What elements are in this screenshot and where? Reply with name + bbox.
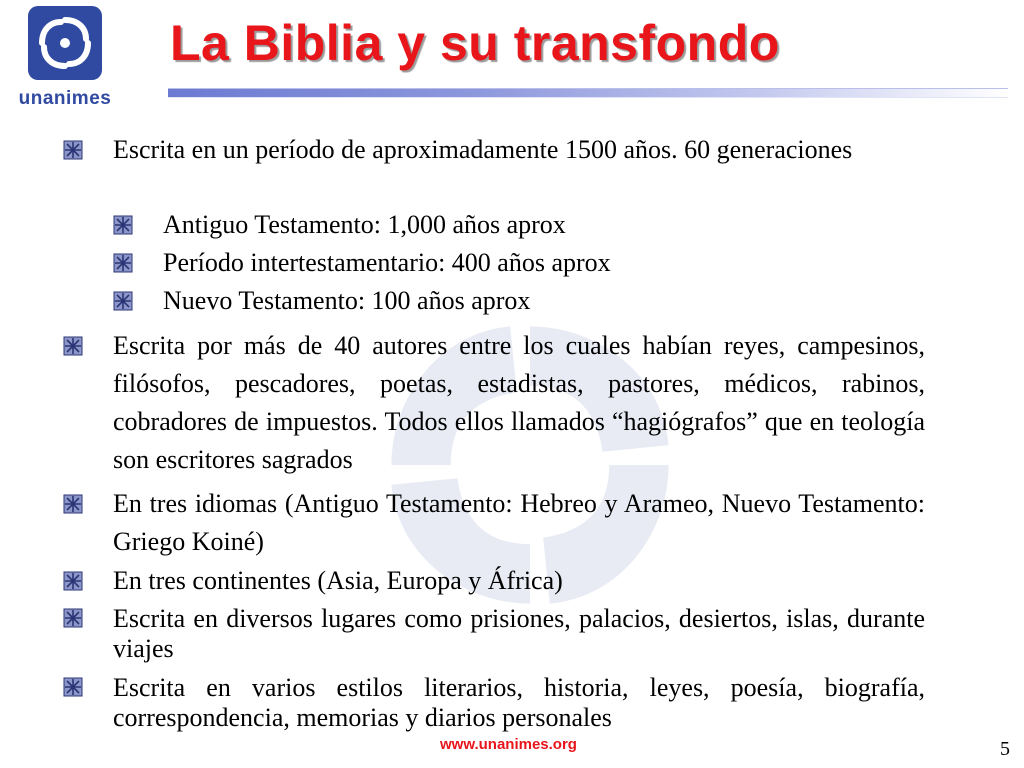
globe-bullet-icon — [63, 494, 83, 514]
globe-bullet-icon — [113, 253, 133, 273]
list-item — [113, 327, 925, 479]
globe-bullet-icon — [113, 291, 133, 311]
list-item-text: Período intertestamentario: 400 años aprox — [163, 248, 611, 277]
list-item — [113, 673, 925, 733]
list-item-text: En tres continentes (Asia, Europa y África) — [113, 566, 563, 595]
list-item-text: Escrita en diversos lugares como prisiones, palacios, desiertos, islas, durante viajes — [113, 604, 925, 663]
globe-bullet-icon — [113, 215, 133, 235]
list-item-text: Escrita por más de 40 autores entre los cuales habían reyes, campesinos, filósofos, pescadores, poetas, estadistas, pastores, médicos, rabinos, cobradores de impuestos. Todos ellos llamados “hagiógrafos” que en teología son escritores sagrados — [113, 331, 925, 474]
list-item-text: Escrita en varios estilos literarios, historia, leyes, poesía, biografía, correspondencia, memorias y diarios personales — [113, 673, 925, 732]
list-item-text: Antiguo Testamento: 1,000 años aprox — [163, 210, 566, 239]
list-item — [163, 206, 923, 244]
logo-text: unanimes — [18, 88, 112, 109]
list-item — [163, 244, 923, 282]
page-number: 5 — [1000, 738, 1010, 760]
globe-bullet-icon — [63, 336, 83, 356]
globe-bullet-icon — [63, 140, 83, 160]
list-item — [113, 604, 925, 664]
footer-url[interactable]: www.unanimes.org — [440, 736, 577, 753]
slide-title: La Biblia y su transfondo — [170, 15, 780, 71]
list-item — [113, 485, 925, 561]
list-item — [113, 131, 925, 169]
list-item — [163, 282, 923, 320]
globe-bullet-icon — [63, 571, 83, 591]
globe-bullet-icon — [63, 677, 83, 697]
globe-bullet-icon — [63, 608, 83, 628]
list-item-text: En tres idiomas (Antiguo Testamento: Hebreo y Arameo, Nuevo Testamento: Griego Koiné) — [113, 489, 925, 556]
list-item — [113, 562, 925, 600]
list-item-text: Nuevo Testamento: 100 años aprox — [163, 286, 531, 315]
list-item-text: Escrita en un período de aproximadamente 1500 años. 60 generaciones — [113, 135, 853, 164]
